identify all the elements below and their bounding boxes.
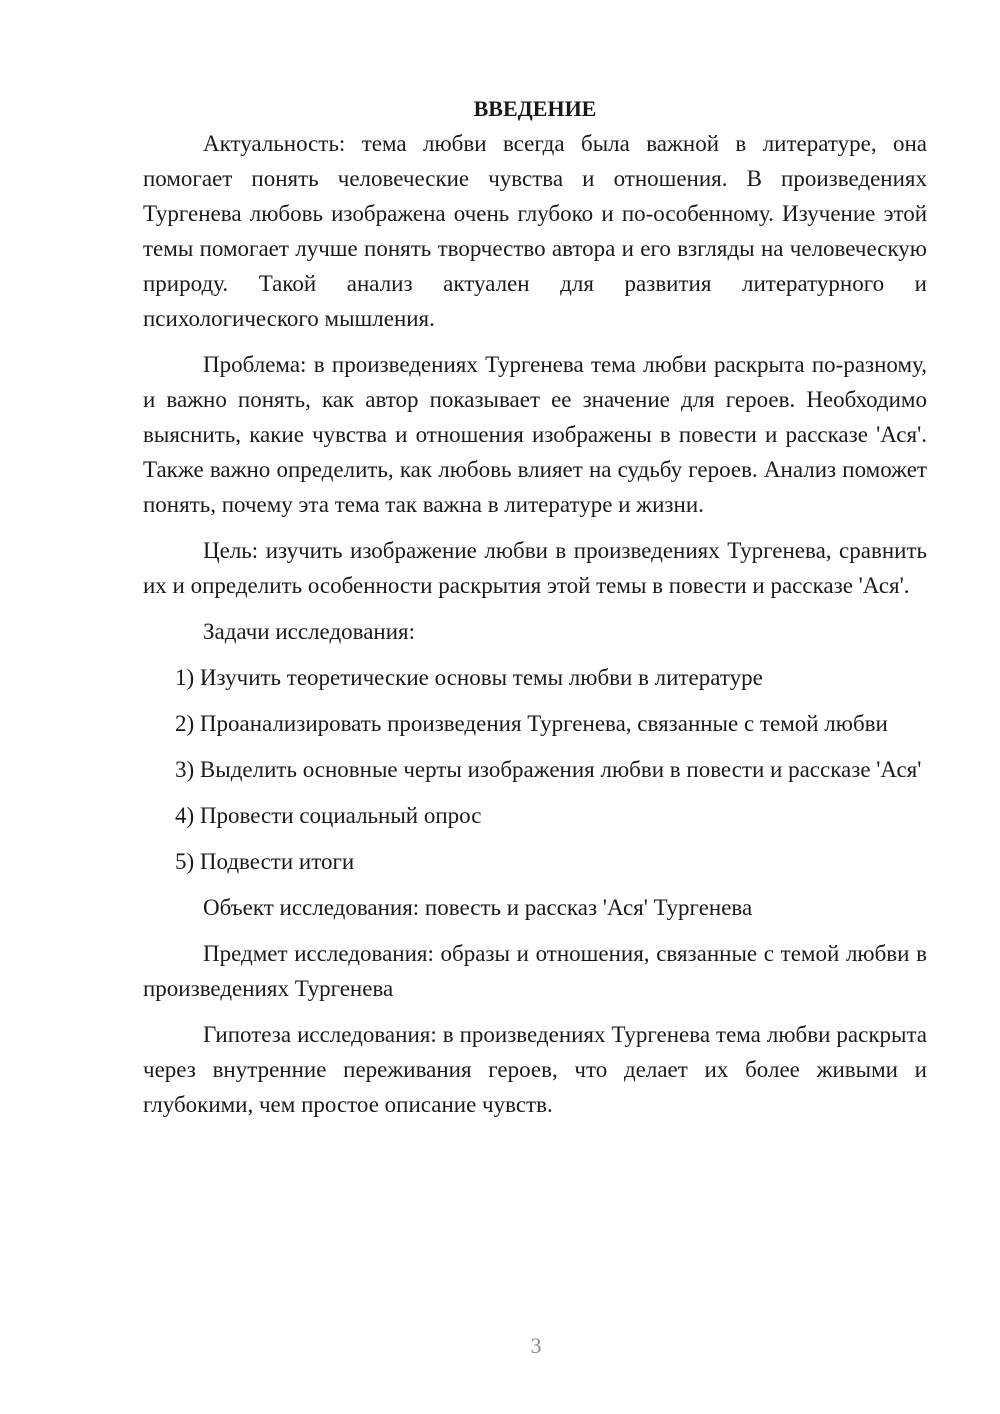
page-number: 3	[530, 1333, 542, 1358]
subject-paragraph: Предмет исследования: образы и отношения, связанные с темой любви в произведениях Тургенева	[143, 941, 927, 1001]
document-body	[143, 94, 927, 1133]
task-item-4: 4) Провести социальный опрос	[175, 803, 482, 828]
hypothesis-paragraph: Гипотеза исследования: в произведениях Тургенева тема любви раскрыта через внутренние переживания героев, что делает их более живыми и глубокими, чем простое описание чувств.	[143, 1022, 927, 1117]
task-item-2: 2) Проанализировать произведения Тургенева, связанные с темой любви	[175, 711, 888, 736]
problem-paragraph: Проблема: в произведениях Тургенева тема любви раскрыта по-разному, и важно понять, как автор показывает ее значение для героев. Необходимо выяснить, какие чувства и отношения изображены в повести и рассказе 'Ася'. Также важно определить, как любовь влияет на судьбу героев. Анализ поможет понять, почему эта тема так важна в литературе и жизни.	[143, 352, 927, 517]
object-paragraph: Объект исследования: повесть и рассказ 'Ася' Тургенева	[203, 895, 753, 920]
task-item-5: 5) Подвести итоги	[175, 849, 355, 874]
tasks-intro: Задачи исследования:	[203, 619, 416, 644]
goal-paragraph: Цель: изучить изображение любви в произведениях Тургенева, сравнить их и определить особенности раскрытия этой темы в повести и рассказе 'Ася'.	[143, 538, 927, 598]
page-title: ВВЕДЕНИЕ	[473, 96, 597, 121]
task-item-1: 1) Изучить теоретические основы темы любви в литературе	[175, 665, 763, 690]
task-item-3: 3) Выделить основные черты изображения любви в повести и рассказе 'Ася'	[175, 757, 922, 782]
relevance-paragraph: Актуальность: тема любви всегда была важной в литературе, она помогает понять человеческие чувства и отношения. В произведениях Тургенева любовь изображена очень глубоко и по-особенному. Изучение этой темы помогает лучше понять творчество автора и его взгляды на человеческую природу. Такой анализ актуален для развития литературного и психологического мышления.	[143, 131, 927, 331]
